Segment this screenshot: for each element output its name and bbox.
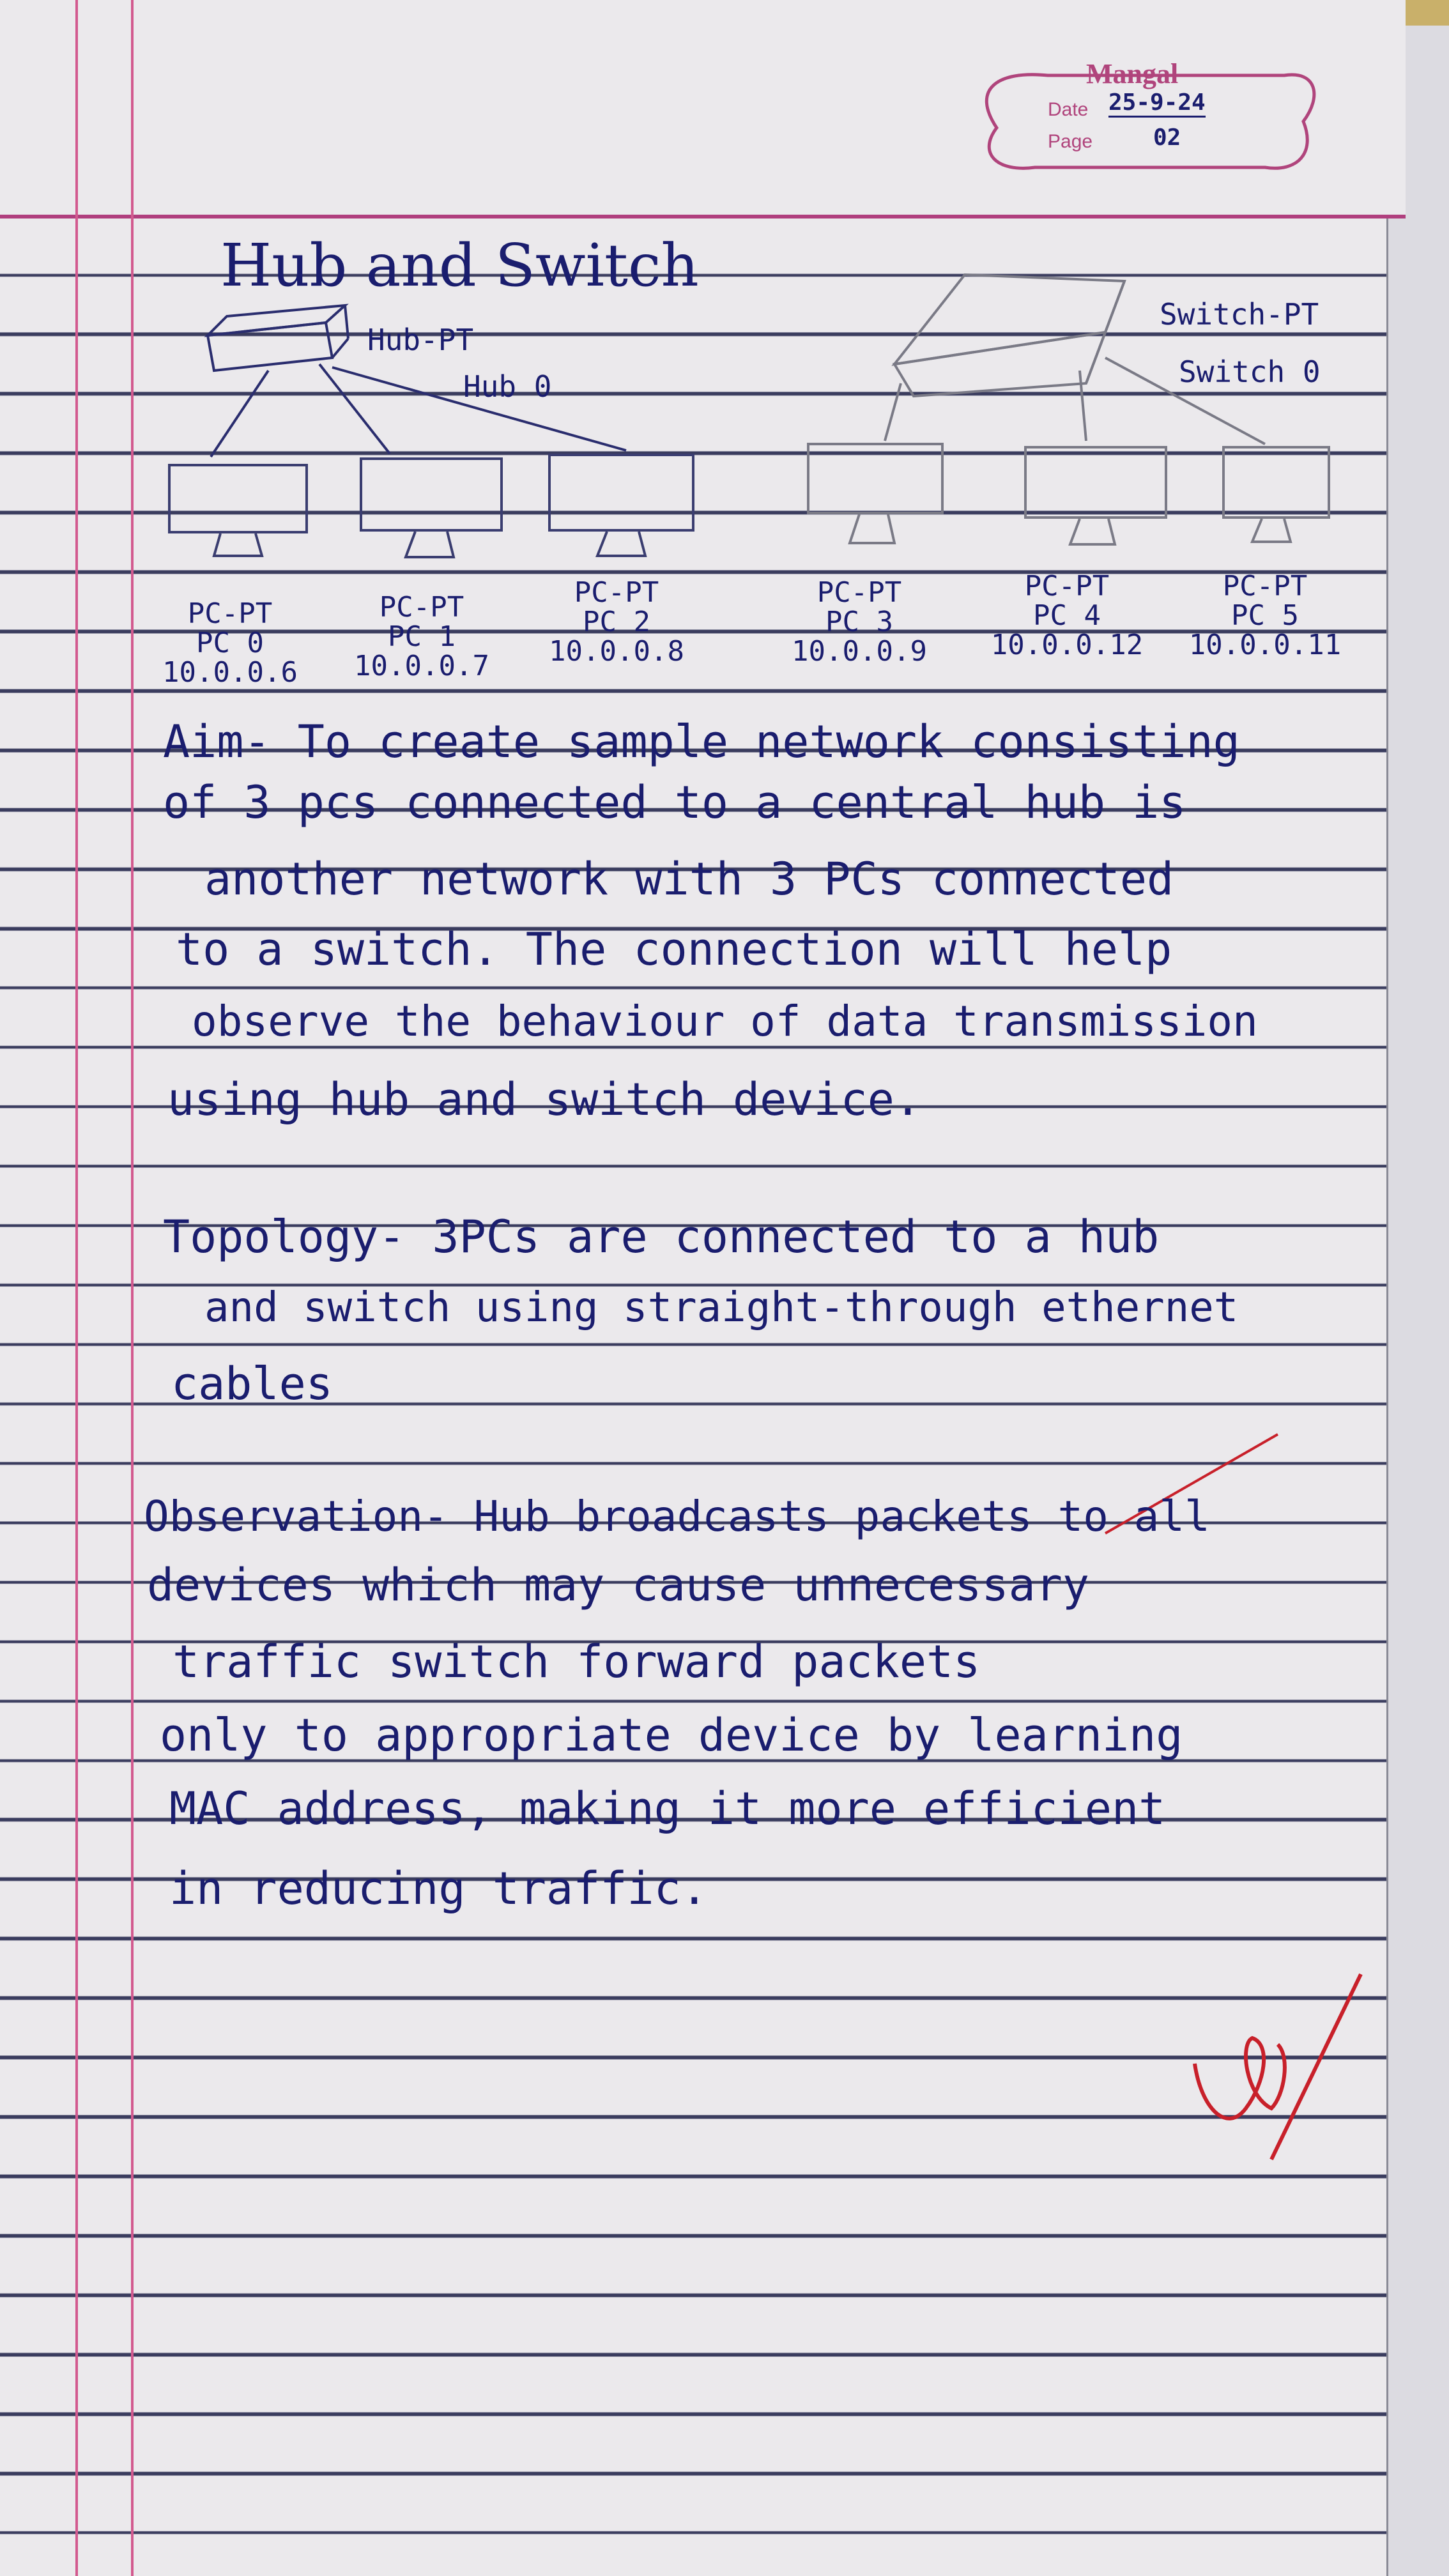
observation-line: traffic switch forward packets [172,1636,981,1688]
brand-name: Mangal [1086,58,1179,89]
switch-device [894,275,1124,396]
pc1-label: PC-PT PC 1 10.0.0.7 [354,591,489,682]
page-label: Page [1048,131,1093,152]
aim-line: observe the behaviour of data transmission [192,997,1258,1046]
observation-line: in reducing traffic. [169,1862,708,1915]
aim-line: to a switch. The connection will help [176,923,1172,976]
aim-line: another network with 3 PCs connected [204,853,1174,905]
pc0-monitor [169,465,307,556]
pc5-label: PC-PT PC 5 10.0.0.11 [1188,570,1342,661]
date-value: 25-9-24 [1108,89,1206,118]
hub-name: Hub 0 [463,369,552,404]
switch-name: Switch 0 [1179,355,1321,389]
observation-line: only to appropriate device by learning [160,1709,1183,1761]
date-label: Date [1048,99,1089,120]
observation-line: Observation- Hub broadcasts packets to all [144,1492,1210,1541]
topology-line: Topology- 3PCs are connected to a hub [163,1211,1160,1263]
pc2-monitor [549,455,693,556]
pc4-label: PC-PT PC 4 10.0.0.12 [990,570,1144,661]
pc0-label: PC-PT PC 0 10.0.0.6 [162,597,298,689]
aim-line: of 3 pcs connected to a central hub is [163,776,1186,829]
pc1-monitor [361,459,502,557]
teacher-signature [1195,1974,1361,2159]
pc4-monitor [1025,447,1166,544]
topology-line: cables [171,1358,333,1410]
aim-line: Aim- To create sample network consisting [163,716,1240,768]
pc5-monitor [1223,447,1329,542]
hub-device [208,305,348,371]
pc2-label: PC-PT PC 2 10.0.0.8 [549,576,684,668]
observation-line: devices which may cause unnecessary [147,1559,1090,1611]
topology-line: and switch using straight-through ethernet [204,1284,1239,1331]
hub-type: Hub-PT [367,323,474,357]
switch-type: Switch-PT [1160,297,1319,332]
aim-line: using hub and switch device. [167,1073,922,1126]
hub-links [211,364,626,457]
pc3-label: PC-PT PC 3 10.0.0.9 [792,576,927,668]
pc3-monitor [808,444,942,543]
page-title: Hub and Switch [220,231,699,300]
page-number: 02 [1153,125,1181,151]
observation-line: MAC address, making it more efficient [169,1782,1166,1835]
